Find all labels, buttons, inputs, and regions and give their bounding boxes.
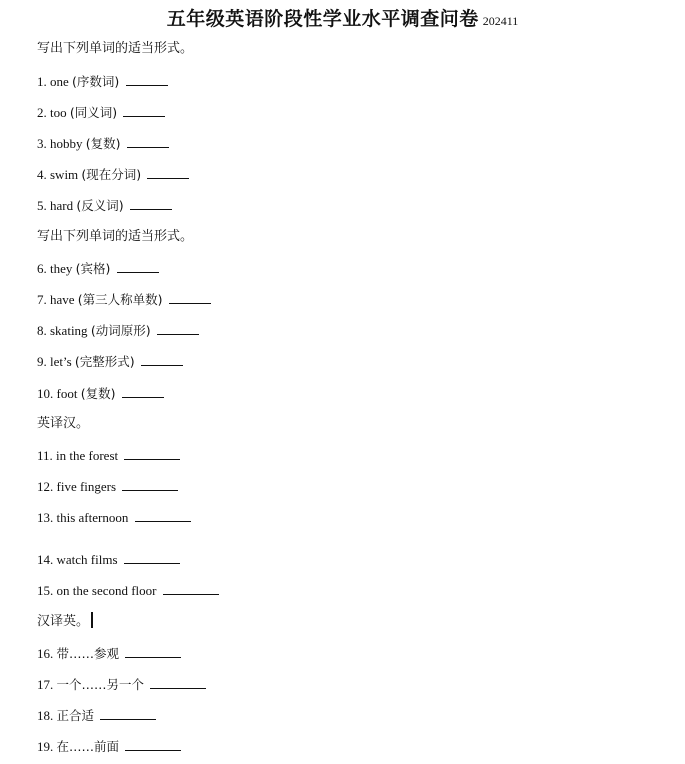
- answer-blank[interactable]: [124, 446, 180, 460]
- question-number: 18.: [37, 708, 54, 723]
- question-5[interactable]: [37, 196, 172, 215]
- question-hint: (宾格): [75, 261, 111, 276]
- answer-blank[interactable]: [147, 165, 189, 179]
- question-number: 6.: [37, 261, 47, 276]
- question-hint: (反义词): [76, 198, 124, 213]
- answer-blank[interactable]: [122, 384, 164, 398]
- question-hint: (第三人称单数): [77, 292, 163, 307]
- question-hint: (完整形式): [74, 354, 135, 369]
- question-8[interactable]: [37, 321, 199, 340]
- question-13[interactable]: [37, 508, 191, 527]
- answer-blank[interactable]: [141, 352, 183, 366]
- answer-blank[interactable]: [135, 508, 191, 522]
- question-10[interactable]: [37, 384, 164, 403]
- question-word: have: [50, 292, 75, 307]
- answer-blank[interactable]: [130, 196, 172, 210]
- section-heading-4[interactable]: [37, 612, 93, 631]
- section-heading-3[interactable]: 英译汉。: [37, 416, 90, 431]
- question-phrase: on the second floor: [56, 583, 157, 598]
- answer-blank[interactable]: [169, 290, 211, 304]
- question-number: 15.: [37, 583, 54, 598]
- question-17[interactable]: [37, 675, 206, 694]
- question-phrase: 在……前面: [56, 739, 120, 754]
- question-number: 2.: [37, 105, 47, 120]
- question-number: 13.: [37, 510, 54, 525]
- question-hint: (同义词): [69, 105, 118, 120]
- question-2[interactable]: [37, 103, 165, 122]
- question-15[interactable]: [37, 581, 219, 600]
- question-number: 12.: [37, 479, 54, 494]
- question-number: 1.: [37, 74, 47, 89]
- question-phrase: this afternoon: [56, 510, 129, 525]
- question-phrase: 正合适: [56, 708, 95, 723]
- question-word: one: [50, 74, 69, 89]
- answer-blank[interactable]: [157, 321, 199, 335]
- section-heading-2[interactable]: 写出下列单词的适当形式。: [37, 229, 194, 244]
- question-6[interactable]: [37, 259, 159, 278]
- question-word: hard: [50, 198, 74, 213]
- answer-blank[interactable]: [125, 644, 181, 658]
- question-number: 14.: [37, 552, 54, 567]
- question-word: swim: [50, 167, 79, 182]
- question-word: skating: [50, 323, 88, 338]
- question-hint: (复数): [85, 136, 121, 151]
- question-number: 16.: [37, 646, 54, 661]
- question-number: 9.: [37, 354, 47, 369]
- answer-blank[interactable]: [117, 259, 159, 273]
- title-code: 202411: [482, 14, 519, 28]
- question-3[interactable]: [37, 134, 169, 153]
- answer-blank[interactable]: [126, 72, 168, 86]
- question-19[interactable]: [37, 737, 181, 756]
- section-heading-1[interactable]: 写出下列单词的适当形式。: [37, 41, 194, 56]
- question-11[interactable]: [37, 446, 180, 465]
- question-7[interactable]: [37, 290, 211, 309]
- question-phrase: 带……参观: [56, 646, 120, 661]
- question-phrase: five fingers: [56, 479, 117, 494]
- question-hint: (序数词): [72, 74, 120, 89]
- question-number: 10.: [37, 386, 54, 401]
- question-4[interactable]: [37, 165, 189, 184]
- answer-blank[interactable]: [122, 477, 178, 491]
- answer-blank[interactable]: [150, 675, 206, 689]
- question-12[interactable]: [37, 477, 178, 496]
- question-word: let’s: [50, 354, 72, 369]
- question-16[interactable]: [37, 644, 181, 663]
- answer-blank[interactable]: [163, 581, 219, 595]
- question-word: hobby: [50, 136, 83, 151]
- page-title: [0, 4, 685, 31]
- question-number: 5.: [37, 198, 47, 213]
- question-word: too: [50, 105, 67, 120]
- question-number: 17.: [37, 677, 54, 692]
- text-cursor: [91, 612, 93, 628]
- answer-blank[interactable]: [100, 706, 156, 720]
- question-number: 11.: [37, 448, 53, 463]
- question-number: 19.: [37, 739, 54, 754]
- question-phrase: 一个……另一个: [56, 677, 145, 692]
- question-14[interactable]: [37, 550, 180, 569]
- question-number: 8.: [37, 323, 47, 338]
- answer-blank[interactable]: [125, 737, 181, 751]
- question-hint: (现在分词): [81, 167, 142, 182]
- question-phrase: in the forest: [56, 448, 119, 463]
- answer-blank[interactable]: [123, 103, 165, 117]
- question-number: 7.: [37, 292, 47, 307]
- question-number: 4.: [37, 167, 47, 182]
- question-word: they: [50, 261, 73, 276]
- question-word: foot: [56, 386, 78, 401]
- answer-blank[interactable]: [124, 550, 180, 564]
- question-phrase: watch films: [56, 552, 118, 567]
- question-9[interactable]: [37, 352, 183, 371]
- answer-blank[interactable]: [127, 134, 169, 148]
- title-main: 五年级英语阶段性学业水平调查问卷: [166, 8, 479, 30]
- question-hint: (动词原形): [90, 323, 151, 338]
- question-number: 3.: [37, 136, 47, 151]
- question-18[interactable]: [37, 706, 156, 725]
- section-heading-text: 汉译英。: [37, 614, 90, 629]
- question-hint: (复数): [80, 386, 116, 401]
- question-1[interactable]: [37, 72, 168, 91]
